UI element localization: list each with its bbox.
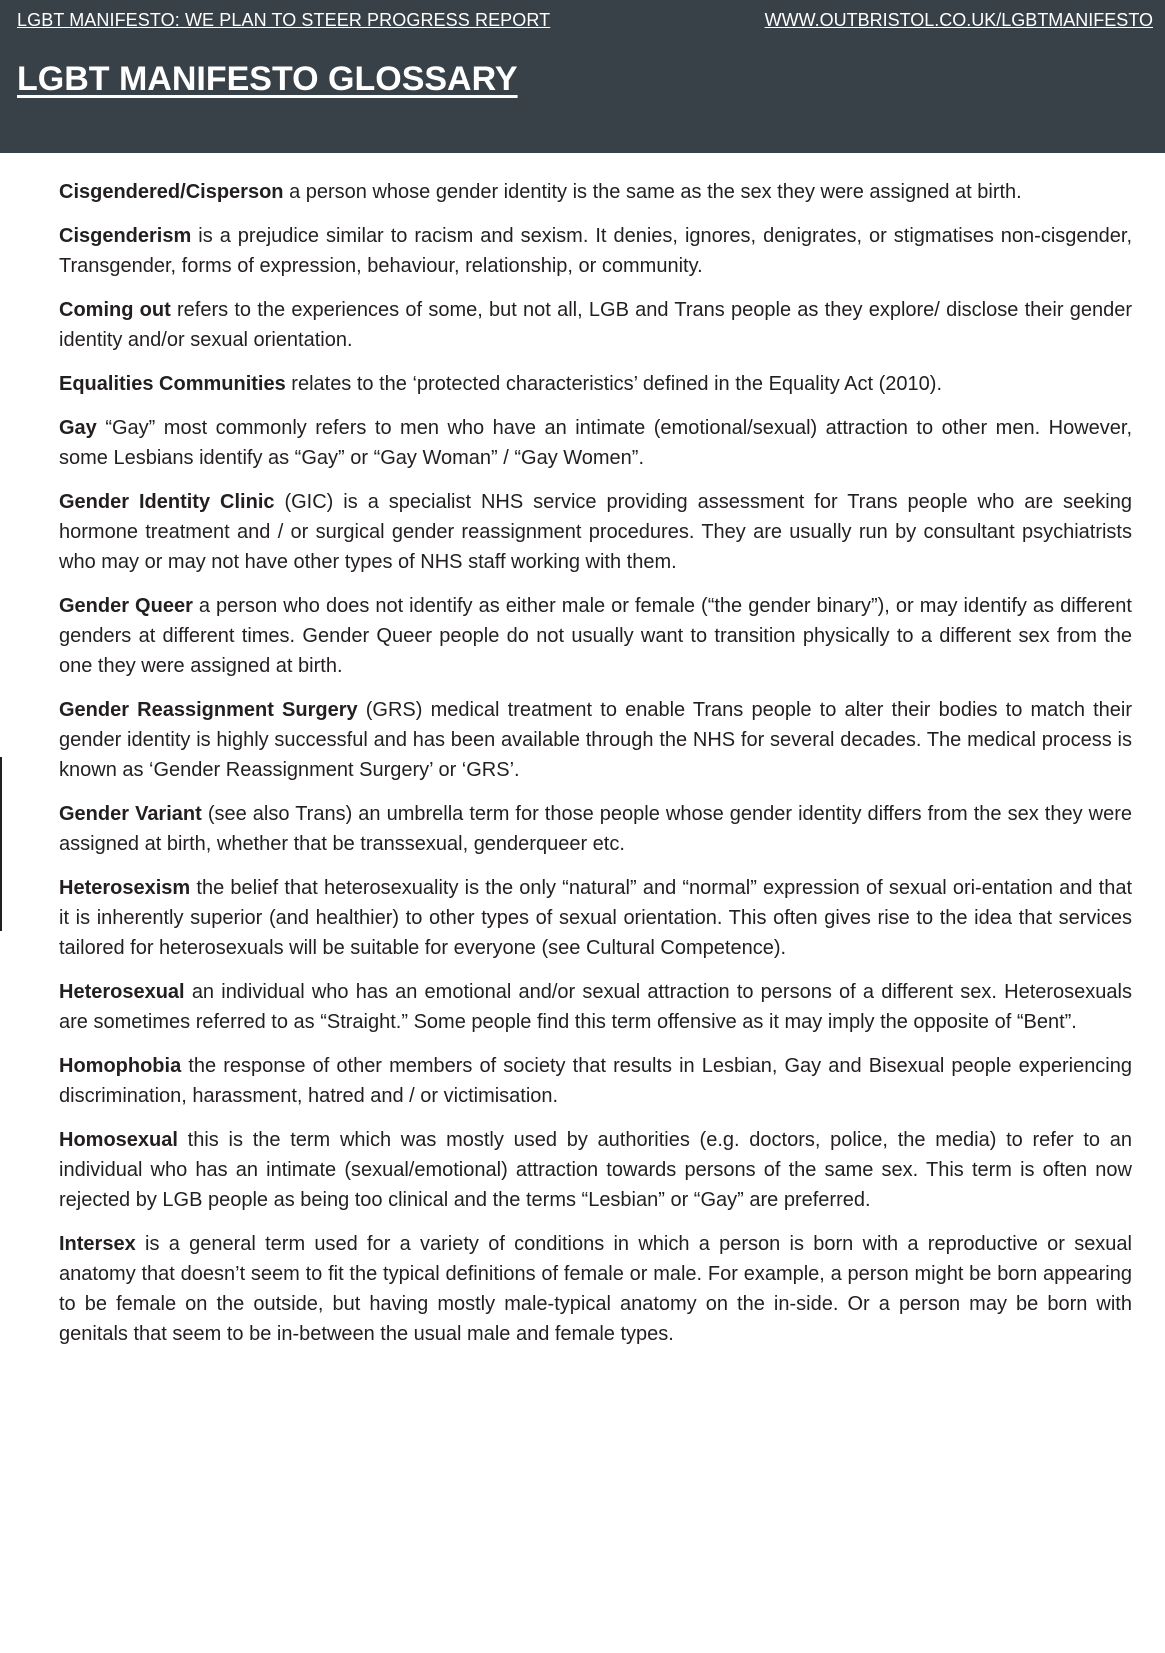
glossary-entry	[59, 369, 1132, 399]
website-link[interactable]: WWW.OUTBRISTOL.CO.UK/LGBTMANIFESTO	[764, 10, 1153, 30]
page-title: LGBT MANIFESTO GLOSSARY	[17, 60, 518, 98]
glossary-definition: is a prejudice similar to racism and sexism. It denies, ignores, denigrates, or stigmatises non-cisgender, Transgender, forms of expression, behaviour, relationship, or community.	[59, 225, 1132, 277]
glossary-term: Gender Queer	[59, 595, 193, 617]
glossary-definition: (see also Trans) an umbrella term for those people whose gender identity differs from the sex they were assigned at birth, whether that be transsexual, genderqueer etc.	[59, 803, 1132, 855]
glossary-entry	[59, 413, 1132, 473]
glossary-term: Gender Reassignment Surgery	[59, 699, 358, 721]
glossary-definition: “Gay” most commonly refers to men who have an intimate (emotional/sexual) attraction to other men. However, some Lesbians identify as “Gay” or “Gay Woman” / “Gay Women”.	[59, 417, 1132, 469]
glossary-term: Cisgenderism	[59, 225, 192, 247]
glossary-entry	[59, 1051, 1132, 1111]
glossary-entry	[59, 591, 1132, 681]
glossary-definition: (GIC) is a specialist NHS service providing assessment for Trans people who are seeking hormone treatment and / or surgical gender reassignment procedures. They are usually run by consultant psychiatrists who may or may not have other types of NHS staff working with them.	[59, 491, 1132, 573]
glossary-definition: this is the term which was mostly used by authorities (e.g. doctors, police, the media) to refer to an individual who has an intimate (sexual/emotional) attraction towards persons of the same sex. This term is often now rejected by LGB people as being too clinical and the terms “Lesbian” or “Gay” are preferred.	[59, 1129, 1132, 1211]
glossary-term: Intersex	[59, 1233, 136, 1255]
glossary-definition: (GRS) medical treatment to enable Trans people to alter their bodies to match their gender identity is highly successful and has been available through the NHS for several decades. The medical process is known as ‘Gender Reassignment Surgery’ or ‘GRS’.	[59, 699, 1132, 781]
glossary-term: Coming out	[59, 299, 171, 321]
glossary-entry	[59, 695, 1132, 785]
glossary-term: Homophobia	[59, 1055, 182, 1077]
glossary-term: Cisgendered/Cisperson	[59, 181, 284, 203]
glossary-entry	[59, 799, 1132, 859]
glossary-entry	[59, 487, 1132, 577]
glossary-definition: the response of other members of society that results in Lesbian, Gay and Bisexual people experiencing discrimination, harassment, hatred and / or victimisation.	[59, 1055, 1132, 1107]
glossary-list	[59, 177, 1132, 1363]
glossary-entry	[59, 1125, 1132, 1215]
glossary-term: Heterosexual	[59, 981, 185, 1003]
glossary-term: Gender Identity Clinic	[59, 491, 275, 513]
glossary-definition: an individual who has an emotional and/or sexual attraction to persons of a different sex. Heterosexuals are sometimes referred to as “Straight.” Some people find this term offensive as it may imply the opposite of “Bent”.	[59, 981, 1132, 1033]
running-title: LGBT MANIFESTO: WE PLAN TO STEER PROGRESS REPORT	[17, 10, 551, 30]
glossary-entry	[59, 295, 1132, 355]
glossary-term: Gay	[59, 417, 97, 439]
glossary-term: Equalities Communities	[59, 373, 286, 395]
glossary-entry	[59, 221, 1132, 281]
glossary-definition: is a general term used for a variety of conditions in which a person is born with a reproductive or sexual anatomy that doesn’t seem to fit the typical definitions of female or male. For example, a person might be born appearing to be female on the outside, but having mostly male-typical anatomy on the in-side. Or a person may be born with genitals that seem to be in-between the usual male and female types.	[59, 1233, 1133, 1345]
glossary-definition: relates to the ‘protected characteristics’ defined in the Equality Act (2010).	[291, 373, 943, 395]
glossary-entry	[59, 977, 1132, 1037]
glossary-definition: the belief that heterosexuality is the only “natural” and “normal” expression of sexual ori-entation and that it is inherently superior (and healthier) to other types of sexual orientation. This often gives rise to the idea that services tailored for heterosexuals will be suitable for everyone (see Cultural Competence).	[59, 877, 1133, 959]
page-header	[0, 0, 1165, 153]
glossary-term: Homosexual	[59, 1129, 178, 1151]
glossary-definition: a person whose gender identity is the same as the sex they were assigned at birth.	[289, 181, 1022, 203]
glossary-term: Gender Variant	[59, 803, 202, 825]
glossary-term: Heterosexism	[59, 877, 191, 899]
glossary-definition: refers to the experiences of some, but not all, LGB and Trans people as they explore/ disclose their gender identity and/or sexual orientation.	[59, 299, 1132, 351]
margin-rule	[0, 757, 2, 931]
glossary-definition: a person who does not identify as either male or female (“the gender binary”), or may identify as different genders at different times. Gender Queer people do not usually want to transition physically to a different sex from the one they were assigned at birth.	[59, 595, 1132, 677]
glossary-entry	[59, 177, 1132, 207]
glossary-entry	[59, 1229, 1132, 1349]
glossary-entry	[59, 873, 1132, 963]
